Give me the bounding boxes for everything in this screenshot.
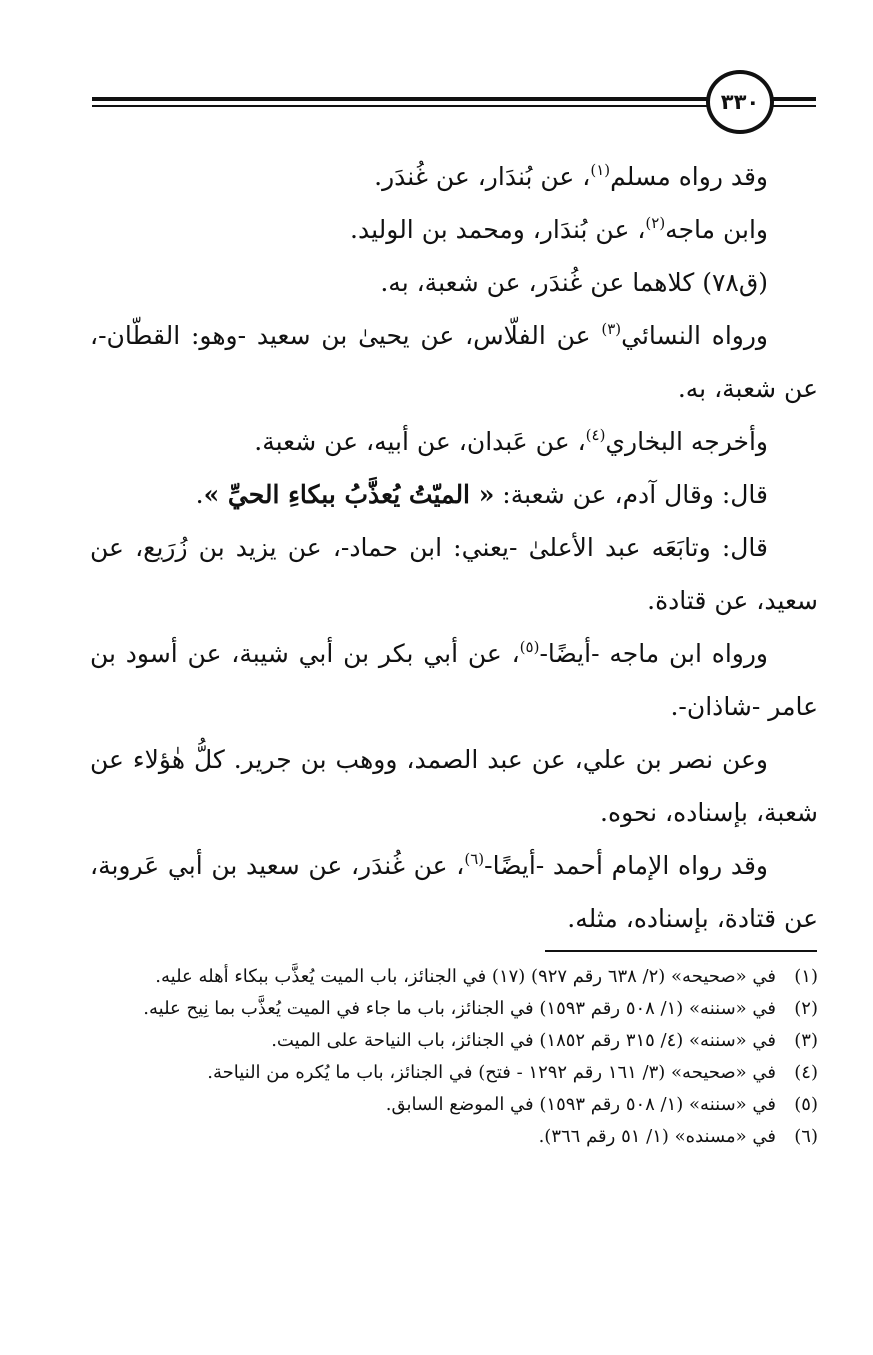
footnotes bbox=[90, 962, 818, 1154]
footnote-ref[interactable]: (٤) bbox=[585, 426, 606, 444]
footnote-separator bbox=[545, 950, 817, 952]
text-run: ، عن غُندَر، عن سعيد بن أبي عَروبة، عن قتادة، بإسناده، مثله. bbox=[90, 851, 818, 933]
footnote bbox=[90, 994, 818, 1024]
paragraph: (ق٧٨) كلاهما عن غُندَر، عن شعبة، به. bbox=[380, 268, 768, 297]
paragraph bbox=[90, 309, 818, 415]
text-run: عن الفلّاس، عن يحيىٰ بن سعيد -وهو: القطّان-، عن شعبة، به. bbox=[90, 321, 818, 403]
text-run: وأخرجه البخاري bbox=[605, 427, 768, 456]
page-number-badge bbox=[706, 70, 774, 134]
footnote bbox=[90, 1122, 818, 1152]
paragraph: وعن نصر بن علي، عن عبد الصمد، ووهب بن جرير. كلُّ هٰؤلاء عن شعبة، بإسناده، نحوه. bbox=[90, 745, 818, 827]
text-run: قال: وقال آدم، عن شعبة: bbox=[494, 480, 768, 509]
footnote-ref[interactable]: (٣) bbox=[601, 320, 622, 338]
footnote-text: في «صحيحه» (٢/ ٦٣٨ رقم ٩٢٧) (١٧) في الجنائز، باب الميت يُعذَّب ببكاء أهله عليه. bbox=[155, 966, 776, 987]
main-text bbox=[90, 150, 818, 945]
footnote-text: في «سننه» (١/ ٥٠٨ رقم ١٥٩٣) في الجنائز، باب ما جاء في الميت يُعذَّب بما نِيح عليه. bbox=[143, 998, 776, 1019]
paragraph bbox=[90, 627, 818, 733]
text-run: وقد رواه مسلم bbox=[610, 162, 768, 191]
paragraph bbox=[90, 150, 818, 203]
paragraph bbox=[90, 203, 818, 256]
footnote-text: في «سننه» (١/ ٥٠٨ رقم ١٥٩٣) في الموضع السابق. bbox=[385, 1094, 776, 1115]
paragraph bbox=[90, 839, 818, 945]
footnote-number: (١) bbox=[794, 966, 818, 987]
footnote-text: في «سننه» (٤/ ٣١٥ رقم ١٨٥٢) في الجنائز، باب النياحة على الميت. bbox=[271, 1030, 776, 1051]
text-run: وقد رواه الإمام أحمد -أيضًا- bbox=[484, 851, 769, 880]
footnote-number: (٢) bbox=[794, 998, 818, 1019]
footnote-number: (٥) bbox=[794, 1094, 818, 1115]
text-run: ، عن عَبدان، عن أبيه، عن شعبة. bbox=[254, 427, 586, 456]
text-run: ورواه النسائي bbox=[621, 321, 769, 350]
text-run: وابن ماجه bbox=[665, 215, 768, 244]
footnote-text: في «مسنده» (١/ ٥١ رقم ٣٦٦). bbox=[538, 1126, 776, 1147]
footnote bbox=[90, 1026, 818, 1056]
paragraph bbox=[90, 415, 818, 468]
text-run: . bbox=[195, 480, 204, 509]
footnote bbox=[90, 1058, 818, 1088]
footnote-text: في «صحيحه» (٣/ ١٦١ رقم ١٢٩٢ - فتح) في الجنائز، باب ما يُكره من النياحة. bbox=[207, 1062, 776, 1083]
page-number: ٣٣٠ bbox=[720, 89, 760, 114]
header-rule-thin bbox=[92, 105, 710, 107]
footnote-ref[interactable]: (٢) bbox=[645, 214, 666, 232]
header-rule-right-thin bbox=[770, 105, 816, 107]
footnote-number: (٦) bbox=[794, 1126, 818, 1147]
header-rule-right bbox=[770, 97, 816, 101]
footnote bbox=[90, 1090, 818, 1120]
hadith-quote: « الميّتُ يُعذَّبُ ببكاءِ الحيِّ » bbox=[203, 480, 495, 509]
footnote bbox=[90, 962, 818, 992]
footnote-ref[interactable]: (٦) bbox=[464, 850, 485, 868]
paragraph bbox=[90, 468, 818, 521]
paragraph: قال: وتابَعَه عبد الأعلىٰ -يعني: ابن حماد-، عن يزيد بن زُرَيع، عن سعيد، عن قتادة. bbox=[90, 533, 818, 615]
footnote-number: (٣) bbox=[794, 1030, 818, 1051]
text-run: ، عن أبي بكر بن أبي شيبة، عن أسود بن عامر -شاذان-. bbox=[90, 639, 818, 721]
text-run: ، عن بُندَار، عن غُندَر. bbox=[374, 162, 591, 191]
footnote-ref[interactable]: (١) bbox=[590, 161, 611, 179]
footnote-ref[interactable]: (٥) bbox=[519, 638, 540, 656]
text-run: ورواه ابن ماجه -أيضًا- bbox=[539, 639, 769, 668]
footnote-number: (٤) bbox=[794, 1062, 818, 1083]
text-run: ، عن بُندَار، ومحمد بن الوليد. bbox=[350, 215, 646, 244]
header-rule bbox=[92, 97, 710, 101]
